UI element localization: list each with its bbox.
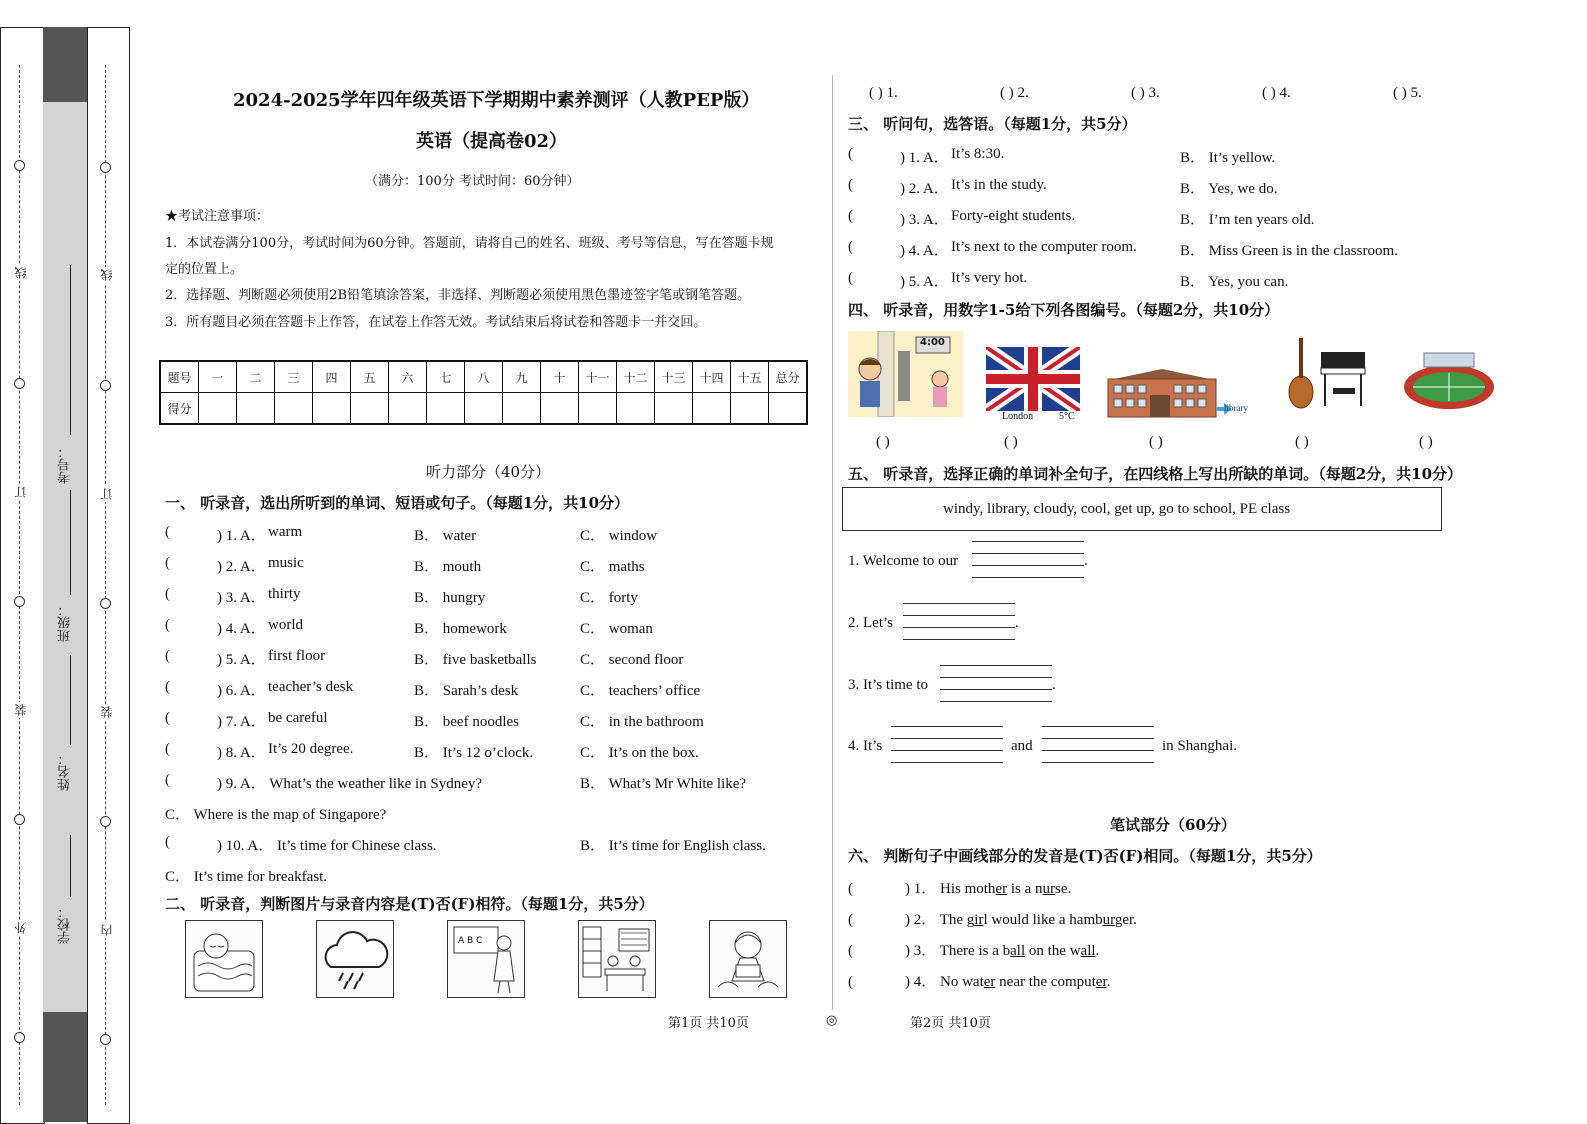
s3-q3-b[interactable]: B． I’m ten years old.	[1180, 212, 1315, 228]
s1-q3-paren[interactable]: (	[165, 586, 170, 602]
binding-strip-outer	[0, 27, 45, 1124]
score-input-cell[interactable]	[731, 393, 769, 425]
score-input-cell[interactable]	[199, 393, 237, 425]
s6-q1-post: se.	[1055, 881, 1072, 897]
s3-q5-num: ) 5. A．	[900, 274, 949, 290]
s6-q4-pre: ) 4． No wat	[905, 974, 984, 990]
s2-answer-4[interactable]: ( ) 4.	[1262, 85, 1291, 101]
name-field-label: 姓名：	[58, 752, 73, 791]
union-jack-flag-icon	[986, 347, 1080, 411]
score-input-cell[interactable]	[503, 393, 541, 425]
s6-q1-mid: is a n	[1007, 881, 1043, 897]
four-line-grid	[903, 639, 1015, 640]
s5-q2-suffix: .	[1015, 615, 1019, 631]
s5-q1-suffix: .	[1084, 553, 1088, 569]
s3-q1-num: ) 1. A．	[900, 150, 949, 166]
notes-heading: ★考试注意事项：	[165, 209, 270, 224]
section-3-title: 三、 听问句，选答语。（每题1分，共5分）	[848, 115, 1137, 133]
s1-q8-paren[interactable]: (	[165, 741, 170, 757]
hole-marker	[14, 378, 25, 389]
four-line-grid[interactable]	[903, 627, 1015, 628]
section-5-title: 五、 听录音，选择正确的单词补全句子，在四线格上写出所缺的单词。（每题2分，共10分）	[848, 465, 1463, 483]
s6-q1-underline-2: ur	[1042, 881, 1055, 897]
score-cell: 九	[503, 361, 541, 393]
s4-blank-2[interactable]: ( )	[1004, 434, 1018, 450]
binding-bar-dark-bottom	[43, 1012, 87, 1122]
s1-q7-c[interactable]: C． in the bathroom	[580, 714, 704, 730]
s1-q5-num: ) 5. A．	[217, 652, 266, 668]
score-cell: 五	[351, 361, 389, 393]
score-cell: 十二	[617, 361, 655, 393]
s1-q6-b[interactable]: B． Sarah’s desk	[414, 683, 519, 699]
s6-q3-post: .	[1095, 943, 1100, 959]
teacher-blackboard-icon	[448, 921, 524, 997]
s1-q4-c[interactable]: C． woman	[580, 621, 653, 637]
class-field-line[interactable]	[70, 490, 71, 595]
s3-q1-b[interactable]: B． It’s yellow.	[1180, 150, 1276, 166]
four-line-grid	[1042, 726, 1154, 727]
s1-q9-paren[interactable]: (	[165, 772, 170, 788]
note-item: 1．本试卷满分100分，考试时间为60分钟。答题前，请将自己的姓名、班级、考号等信息，写在答题卡规	[165, 236, 774, 251]
s3-q2-b[interactable]: B． Yes, we do.	[1180, 181, 1278, 197]
hole-marker	[14, 814, 25, 825]
s1-q4-paren[interactable]: (	[165, 617, 170, 633]
s3-q5-paren[interactable]: (	[848, 270, 853, 286]
s6-q2-post: ger.	[1114, 912, 1137, 928]
s6-q4-mid: near the comput	[995, 974, 1096, 990]
s6-q1[interactable]: ( ) 1． His mother is a nurse.	[848, 881, 1072, 897]
four-line-grid	[972, 553, 1084, 554]
s1-q4-a[interactable]: world	[268, 617, 303, 633]
s1-q10-paren[interactable]: (	[165, 834, 170, 850]
s6-q1-underline-1: er	[995, 881, 1008, 897]
s3-q4-a[interactable]: It’s next to the computer room.	[951, 239, 1137, 255]
s4-blank-5[interactable]: ( )	[1419, 434, 1433, 450]
outer-ding-mark: 订	[14, 486, 28, 498]
exam-id-field-line[interactable]	[70, 265, 71, 435]
s3-q3-paren[interactable]: (	[848, 208, 853, 224]
four-line-grid[interactable]	[940, 689, 1052, 690]
stadium-field-icon	[1402, 347, 1497, 415]
s5-q2-prefix: 2. Let’s	[848, 615, 893, 631]
class-field-label: 班级：	[58, 603, 73, 642]
violin-piano-icon	[1283, 334, 1371, 414]
section-2-title: 二、 听录音，判断图片与录音内容是(T)否(F)相符。（每题1分，共5分）	[165, 895, 654, 913]
hole-marker	[100, 598, 111, 609]
girl-reading-picture	[709, 920, 787, 998]
s5-q3-suffix: .	[1052, 677, 1056, 693]
s5-q1-prefix: 1. Welcome to our	[848, 553, 959, 569]
union-jack-picture	[986, 347, 1080, 411]
s1-q10-c[interactable]: C． It’s time for breakfast.	[165, 869, 328, 885]
s1-q4-b[interactable]: B． homework	[414, 621, 507, 637]
four-line-grid	[972, 541, 1084, 542]
s1-q9-a[interactable]: ) 9. A． What’s the weather like in Sydney?	[217, 776, 483, 792]
s1-q7-b[interactable]: B． beef noodles	[414, 714, 519, 730]
s1-q5-paren[interactable]: (	[165, 648, 170, 664]
score-cell: 总分	[769, 361, 808, 393]
rain-cloud-icon	[317, 921, 393, 997]
s6-q4-underline-2: er	[1095, 974, 1107, 990]
s1-q2-a[interactable]: music	[268, 555, 304, 571]
section-4-title: 四、 听录音，用数字1-5给下列各图编号。（每题2分，共10分）	[848, 301, 1280, 319]
s6-q3-mid: on the w	[1025, 943, 1081, 959]
s6-q2-underline-1: ir	[974, 912, 984, 928]
library-shelves-icon	[579, 921, 655, 997]
score-table-score-row	[160, 393, 807, 425]
note-item: 2．选择题、判断题必须使用2B铅笔填涂答案，非选择、判断题必须使用黑色墨迹签字笔或钢笔答题。	[165, 288, 751, 303]
four-line-grid	[972, 577, 1084, 578]
s1-q3-num: ) 3. A．	[217, 590, 266, 606]
outer-xian-mark: 线	[14, 267, 28, 279]
score-input-cell[interactable]	[655, 393, 693, 425]
s6-q3[interactable]: ( ) 3． There is a ball on the wall.	[848, 943, 1100, 959]
s3-q1-paren[interactable]: (	[848, 146, 853, 162]
library-reading-picture	[578, 920, 656, 998]
word-bank-text: windy, library, cloudy, cool, get up, go to school, PE class	[943, 501, 1291, 517]
note-item: 定的位置上。	[165, 262, 244, 277]
s2-answer-5[interactable]: ( ) 5.	[1393, 85, 1422, 101]
s3-q2-a[interactable]: It’s in the study.	[951, 177, 1047, 193]
score-cell: 八	[465, 361, 503, 393]
four-line-grid	[940, 701, 1052, 702]
score-input-cell[interactable]	[579, 393, 617, 425]
library-caption: library	[1224, 403, 1248, 413]
score-input-cell[interactable]	[541, 393, 579, 425]
s1-q4-num: ) 4. A．	[217, 621, 266, 637]
s1-q7-paren[interactable]: (	[165, 710, 170, 726]
hole-marker	[100, 1034, 111, 1045]
hole-marker	[14, 160, 25, 171]
s6-q1-pre: ) 1． His moth	[905, 881, 996, 897]
s1-q9-c[interactable]: C． Where is the map of Singapore?	[165, 807, 387, 823]
s6-q4-underline-1: er	[983, 974, 996, 990]
binding-bar-gray	[43, 27, 87, 1122]
s3-q2-paren[interactable]: (	[848, 177, 853, 193]
score-input-cell[interactable]	[275, 393, 313, 425]
s1-q7-num: ) 7. A．	[217, 714, 266, 730]
inner-xian-mark: 线	[100, 269, 114, 281]
inner-cut-line	[105, 65, 106, 1105]
hole-marker	[100, 816, 111, 827]
s1-q1-a[interactable]: warm	[268, 524, 303, 540]
s1-q10-b[interactable]: B． It’s time for English class.	[580, 838, 766, 854]
rain-cloud-picture	[316, 920, 394, 998]
four-line-grid[interactable]	[1042, 750, 1154, 751]
hole-marker	[14, 1032, 25, 1043]
score-input-cell[interactable]	[427, 393, 465, 425]
written-heading: 笔试部分（60分）	[1110, 816, 1236, 834]
clock-kids-picture	[848, 331, 963, 417]
four-line-grid	[940, 665, 1052, 666]
score-cell: 十一	[579, 361, 617, 393]
s6-q3-underline-1: all	[1010, 943, 1026, 959]
score-cell: 七	[427, 361, 465, 393]
s6-q2-mid: l would like a hamb	[983, 912, 1103, 928]
s5-q4-prefix: 4. It’s	[848, 738, 883, 754]
name-field-line[interactable]	[70, 655, 71, 745]
s1-q7-a[interactable]: be careful	[268, 710, 328, 726]
s6-q2-underline-2: ur	[1102, 912, 1115, 928]
s1-q6-a[interactable]: teacher’s desk	[268, 679, 354, 695]
score-cell: 四	[313, 361, 351, 393]
s3-q5-b[interactable]: B． Yes, you can.	[1180, 274, 1289, 290]
score-input-cell[interactable]	[465, 393, 503, 425]
s1-q3-b[interactable]: B． hungry	[414, 590, 486, 606]
outer-zhuang-mark: 装	[14, 704, 28, 716]
sleeping-child-picture	[185, 920, 263, 998]
score-input-cell[interactable]	[237, 393, 275, 425]
school-building-picture	[1104, 365, 1254, 421]
score-table-header-row	[160, 361, 807, 393]
inner-ding-mark: 订	[100, 488, 114, 500]
score-cell: 十四	[693, 361, 731, 393]
s1-q6-c[interactable]: C． teachers’ office	[580, 683, 701, 699]
four-line-grid[interactable]	[972, 565, 1084, 566]
inner-zhuang-mark: 装	[100, 706, 114, 718]
score-cell: 十	[541, 361, 579, 393]
s2-answer-3[interactable]: ( ) 3.	[1131, 85, 1160, 101]
s1-q1-b[interactable]: B． water	[414, 528, 477, 544]
score-cell: 三	[275, 361, 313, 393]
s6-q2[interactable]: ( ) 2． The girl would like a hamburger.	[848, 912, 1137, 928]
score-cell: 十五	[731, 361, 769, 393]
s1-q9-b[interactable]: B． What’s Mr White like?	[580, 776, 747, 792]
binding-bar-dark-top	[43, 27, 87, 102]
score-cell: 题号	[160, 361, 199, 393]
footer-page-1: 第1页 共10页	[668, 1016, 749, 1031]
score-row-label: 得分	[160, 393, 199, 425]
inner-nei-mark: 内	[100, 924, 114, 936]
s6-q2-pre: ) 2． The g	[905, 912, 975, 928]
s1-q2-paren[interactable]: (	[165, 555, 170, 571]
s1-q6-paren[interactable]: (	[165, 679, 170, 695]
s3-q2-num: ) 2. A．	[900, 181, 949, 197]
s3-q4-paren[interactable]: (	[848, 239, 853, 255]
music-instruments-picture	[1283, 334, 1371, 414]
s1-q8-a[interactable]: It’s 20 degree.	[268, 741, 354, 757]
school-field-label: 学校：	[58, 905, 73, 944]
sleeping-child-icon	[186, 921, 262, 997]
s1-q8-num: ) 8. A．	[217, 745, 266, 761]
hole-marker	[100, 380, 111, 391]
s1-q6-num: ) 6. A．	[217, 683, 266, 699]
school-field-line[interactable]	[70, 835, 71, 897]
s1-q2-num: ) 2. A．	[217, 559, 266, 575]
s4-blank-3[interactable]: ( )	[1149, 434, 1163, 450]
footer-separator: ◎	[826, 1012, 838, 1027]
s1-q5-a[interactable]: first floor	[268, 648, 326, 664]
s3-q3-a[interactable]: Forty-eight students.	[951, 208, 1076, 224]
section-1-title: 一、 听录音，选出所听到的单词、短语或句子。（每题1分，共10分）	[165, 494, 630, 512]
hole-marker	[14, 596, 25, 607]
section-6-title: 六、 判断句子中画线部分的发音是(T)否(F)相同。（每题1分，共5分）	[848, 847, 1322, 865]
svg-text:A B C: A B C	[458, 936, 483, 946]
s3-q5-a[interactable]: It’s very hot.	[951, 270, 1028, 286]
score-input-cell[interactable]	[351, 393, 389, 425]
s1-q2-c[interactable]: C． maths	[580, 559, 645, 575]
s1-q3-c[interactable]: C． forty	[580, 590, 638, 606]
score-cell: 六	[389, 361, 427, 393]
s1-q10-a[interactable]: ) 10. A． It’s time for Chinese class.	[217, 838, 437, 854]
s3-q4-num: ) 4. A．	[900, 243, 949, 259]
four-line-grid[interactable]	[891, 750, 1003, 751]
s1-q1-num: ) 1. A．	[217, 528, 266, 544]
s1-q1-paren[interactable]: (	[165, 524, 170, 540]
s4-blank-4[interactable]: ( )	[1295, 434, 1309, 450]
binding-strip-inner	[87, 27, 130, 1124]
girl-reading-icon	[710, 921, 786, 997]
outer-wai-mark: 外	[14, 922, 28, 934]
s1-q3-a[interactable]: thirty	[268, 586, 301, 602]
score-cell: 一	[199, 361, 237, 393]
teacher-board-picture	[447, 920, 525, 998]
s6-q3-pre: ) 3． There is a b	[905, 943, 1011, 959]
listening-heading: 听力部分（40分）	[426, 463, 551, 481]
s6-q4[interactable]: ( ) 4． No water near the computer.	[848, 974, 1111, 990]
exam-meta: （满分：100分 考试时间：60分钟）	[365, 174, 580, 189]
score-cell: 十三	[655, 361, 693, 393]
s6-q3-underline-2: all	[1080, 943, 1096, 959]
s1-q1-c[interactable]: C． window	[580, 528, 658, 544]
clock-time-text: 4:00	[920, 337, 945, 348]
page-divider	[832, 75, 833, 1010]
s1-q8-b[interactable]: B． It’s 12 o’clock.	[414, 745, 534, 761]
outer-cut-line	[19, 65, 20, 1105]
london-caption: London	[1002, 411, 1034, 422]
score-input-cell[interactable]	[389, 393, 427, 425]
s1-q5-c[interactable]: C． second floor	[580, 652, 684, 668]
s1-q5-b[interactable]: B． five basketballs	[414, 652, 537, 668]
hole-marker	[100, 162, 111, 173]
four-line-grid	[891, 726, 1003, 727]
s2-answer-1[interactable]: ( ) 1.	[869, 85, 898, 101]
score-input-cell[interactable]	[693, 393, 731, 425]
footer-page-2: 第2页 共10页	[910, 1016, 991, 1031]
s5-q4-middle: and	[1011, 738, 1033, 754]
score-cell: 二	[237, 361, 275, 393]
four-line-grid	[903, 615, 1015, 616]
exam-title: 2024-2025学年四年级英语下学期期中素养测评（人教PEP版）	[233, 90, 760, 111]
four-line-grid	[903, 603, 1015, 604]
exam-id-field-label: 考号：	[58, 445, 73, 484]
s2-answer-2[interactable]: ( ) 2.	[1000, 85, 1029, 101]
s3-q3-num: ) 3. A．	[900, 212, 949, 228]
s3-q4-b[interactable]: B． Miss Green is in the classroom.	[1180, 243, 1398, 259]
score-table	[159, 360, 808, 425]
sports-stadium-picture	[1402, 347, 1497, 415]
four-line-grid	[1042, 762, 1154, 763]
four-line-grid	[891, 762, 1003, 763]
score-input-cell[interactable]	[769, 393, 808, 425]
s5-q3-prefix: 3. It’s time to	[848, 677, 928, 693]
exam-subtitle: 英语（提高卷02）	[416, 131, 568, 152]
score-input-cell[interactable]	[617, 393, 655, 425]
temperature-caption: 5°C	[1059, 411, 1075, 422]
four-line-grid	[891, 738, 1003, 739]
s3-q1-a[interactable]: It’s 8:30.	[951, 146, 1005, 162]
s4-blank-1[interactable]: ( )	[876, 434, 890, 450]
s5-q4-suffix: in Shanghai.	[1162, 738, 1237, 754]
four-line-grid	[1042, 738, 1154, 739]
score-input-cell[interactable]	[313, 393, 351, 425]
note-item: 3．所有题目必须在答题卡上作答，在试卷上作答无效。考试结束后将试卷和答题卡一并交回。	[165, 315, 707, 330]
s1-q2-b[interactable]: B． mouth	[414, 559, 482, 575]
s6-q4-post: .	[1106, 974, 1111, 990]
four-line-grid	[940, 677, 1052, 678]
kids-clock-icon	[848, 331, 963, 417]
s1-q8-c[interactable]: C． It’s on the box.	[580, 745, 699, 761]
